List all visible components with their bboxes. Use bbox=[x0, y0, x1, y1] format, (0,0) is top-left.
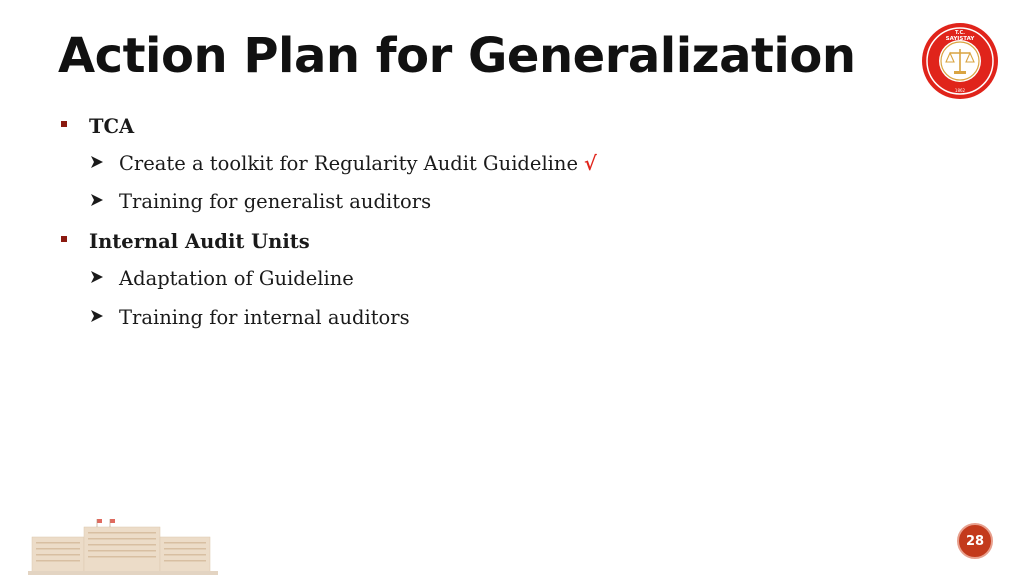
page-number: 28 bbox=[965, 533, 985, 549]
page-number-badge bbox=[957, 523, 993, 559]
square-bullet-icon bbox=[61, 121, 67, 127]
bullet-item-training-internal bbox=[119, 306, 410, 329]
seal-name-text: SAYIŞTAY bbox=[945, 36, 975, 42]
bullet-label: Create a toolkit for Regularity Audit Guideline bbox=[119, 152, 579, 175]
bullet-label: TCA bbox=[89, 115, 135, 138]
building-illustration bbox=[28, 517, 218, 575]
checkmark-icon: √ bbox=[584, 152, 597, 175]
bullet-label: Training for generalist auditors bbox=[119, 190, 432, 213]
arrowhead-bullet-icon bbox=[90, 309, 104, 323]
square-bullet-icon bbox=[61, 236, 67, 242]
seal-year-text: 1862 bbox=[954, 88, 966, 93]
bullet-item-toolkit bbox=[119, 152, 597, 175]
bullet-item-adaptation bbox=[119, 267, 354, 290]
bullet-label: Adaptation of Guideline bbox=[119, 267, 354, 290]
sayistay-seal-logo bbox=[921, 22, 999, 100]
slide-title: Action Plan for Generalization bbox=[58, 28, 856, 84]
bullet-item-internal-audit-units bbox=[89, 230, 310, 253]
seal-top-text: T.C. bbox=[954, 30, 966, 36]
arrowhead-bullet-icon bbox=[90, 193, 104, 207]
bullet-item-training-generalist bbox=[119, 190, 431, 213]
bullet-label: Training for internal auditors bbox=[119, 306, 410, 329]
bullet-label: Internal Audit Units bbox=[89, 230, 310, 253]
arrowhead-bullet-icon bbox=[90, 155, 104, 169]
bullet-item-tca bbox=[89, 115, 134, 138]
arrowhead-bullet-icon bbox=[90, 270, 104, 284]
